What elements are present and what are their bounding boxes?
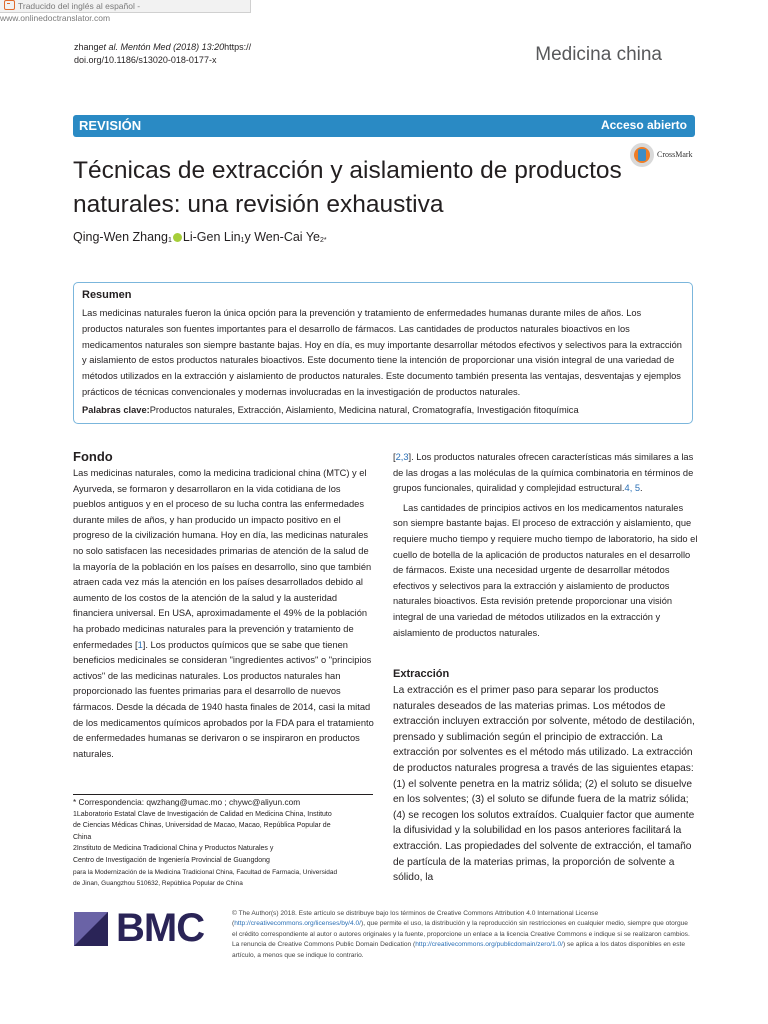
- footnote-divider: [73, 794, 373, 795]
- open-access-label[interactable]: Acceso abierto: [600, 118, 687, 132]
- section-heading-extraccion: Extracción: [393, 668, 450, 680]
- right-paragraph-2: Las cantidades de principios activos en los medicamentos naturales son siempre bastante bajas. El proceso de extracción y aislamiento, que requiere mucho tiempo y requiere mucho tiempo de laboratorio, ha sido el cuello de botella de la aplicación de productos naturales en el desarrollo de fármacos. Existe una necesidad urgente de desarrollar métodos efectivos y selectivos para la extracción y aislamiento de productos naturales bioactivos. Esta revisión pretende proporcionar una visión integral de una variedad de métodos utilizados en la extracción y aislamiento de productos naturales.: [393, 502, 698, 638]
- abstract-heading: Resumen: [82, 289, 132, 301]
- license-text-2: ), que permite el uso, la distribución y la reproducción sin restricciones en cualquier medio, siempre que otorgue el crédito correspondiente al autor o autores originales y la fuente, proporcione un enlace a la licencia Creative Commons e indique si se realizaron cambios. La renuncia de Creative Commons Public Domain Dedication (: [232, 920, 690, 949]
- article-title: Técnicas de extracción y aislamiento de productos naturales: una revisión exhaustiva: [73, 157, 622, 218]
- body-column-left: [73, 466, 375, 762]
- abstract-body: Las medicinas naturales fueron la única opción para la prevención y tratamiento de enfermedades humanas durante miles de años. Los productos naturales son fuentes importantes para el desarrollo de fármacos. Las cantidades de productos naturales bioactivos en los medicamentos naturales son siempre bastante bajas. Hoy en día, es muy importante desarrollar métodos efectivos y selectivos para la extracción y aislamiento de estos productos naturales bioactivos. Este documento tiene la intención de proporcionar una visión integral de una variedad de métodos utilizados en la extracción y aislamiento de productos naturales. Este documento también presenta las ventajas, desventajas y ejemplos prácticos de técnicas convencionales y modernas involucradas en la investigación de productos naturales.: [82, 308, 682, 397]
- author-3-affil: 2*: [319, 237, 327, 244]
- fondo-paragraph-part1: Las medicinas naturales, como la medicina tradicional china (MTC) y el Ayurveda, se formaron y desarrollaron en la vida cotidiana de los pueblos antiguos y en el proceso de su lucha contra las enfermedades durante miles de años, y han producido un impacto positivo en el progreso de la civilización humana. Hoy en día, las medicinas naturales no solo satisfacen las necesidades primarias de atención de la salud de la mayoría de la población en los países en desarrollo, sino que también atraen cada vez más la atención en los países desarrollados debido al aumento de los costos de la atención de la salud y la austeridad financiera universal. En USA, aproximadamente el 49% de la población ha probado medicinas naturales para la prevención y tratamiento de enfermedades [: [73, 468, 372, 650]
- extraccion-paragraph: La extracción es el primer paso para separar los productos naturales deseados de las materias primas. Los métodos de extracción incluyen extracción por solvente, método de destilación, prensado y sublimación según el principio de extracción. La extracción por solventes es el método más utilizado. La extracción de productos naturales progresa a través de las siguientes etapas: (1) el solvente penetra en la matriz sólida; (2) el soluto se disuelve en los solventes; (3) el soluto se difunde fuera de la matriz sólida; (4) se recogen los solutos extraídos. Cualquier factor que aumente la difusividad y la solubilidad en los pasos anteriores facilitará la extracción. Las propiedades del solvente de extracción, el tamaño de partícula de la materias primas, la proporción de solvente a sólido, la: [393, 685, 695, 884]
- author-2[interactable]: Li-Gen Lin: [182, 230, 241, 244]
- cc-zero-link[interactable]: http://creativecommons.org/publicdomain/zero/1.0/: [415, 941, 563, 949]
- citation-authors: zhang: [74, 42, 99, 52]
- affiliation-1-line-1: 1Laboratorio Estatal Clave de Investigación de Calidad en Medicina China, Instituto: [73, 810, 332, 818]
- cc-by-link[interactable]: http://creativecommons.org/licenses/by/4.0/: [234, 920, 362, 928]
- affiliation-2-line-3: para la Modernización de la Medicina Tradicional China, Facultad de Farmacia, Universidad: [73, 868, 338, 876]
- affiliation-2-line-1: 2Instituto de Medicina Tradicional China y Productos Naturales y: [73, 845, 274, 853]
- article-type-label: REVISIÓN: [79, 118, 142, 133]
- fondo-paragraph-part2: ]. Los productos químicos que se sabe que tienen beneficios medicinales se consideran "ingredientes activos" o "principios activos" de las medicinas naturales. Los productos naturales han proporcionado las fuentes primarias para el desarrollo de nuevos fármacos. Desde la década de 1940 hasta finales de 2014, casi la mitad de los medicamentos químicos aprobados por la FDA para el tratamiento de enfermedades humanas se derivaron o se inspiraron en productos naturales.: [73, 639, 374, 759]
- reference-link-2-3[interactable]: 2,3: [395, 452, 409, 462]
- affiliation-2-line-4: de Jinan, Guangzhou 510632, República Popular de China: [73, 880, 243, 888]
- crossmark-label: CrossMark: [657, 150, 693, 159]
- crossmark-icon: [630, 143, 654, 167]
- affiliation-2-line-2: Centro de Investigación de Ingeniería Provincial de Guangdong: [73, 856, 270, 864]
- abstract-box: [73, 282, 693, 424]
- right-paragraph-1-end: .: [640, 483, 643, 494]
- correspondence-note[interactable]: * Correspondencia: qwzhang@umac.mo ; chywc@aliyun.com: [73, 797, 301, 807]
- license-text-3: ) se aplica a los datos disponibles en este artículo, a menos que se indique lo contrario.: [232, 941, 686, 959]
- right-paragraph-1-text: . Los productos naturales ofrecen características más similares a las de las drogas a las moléculas de la química combinatoria en términos de grupos funcionales, quiralidad y complejidad estructural.: [393, 452, 694, 494]
- orcid-icon[interactable]: [173, 233, 182, 242]
- article-type-banner: [73, 115, 695, 137]
- section-heading-fondo: Fondo: [73, 449, 113, 464]
- bmc-logo-mark: [74, 912, 108, 946]
- citation-journal-ref: et al. Mentón Med (2018) 13:20: [98, 42, 225, 52]
- citation-link-1[interactable]: https://: [224, 42, 252, 52]
- bmc-logo: [74, 906, 214, 950]
- author-1-affil: 1: [167, 237, 172, 244]
- keywords-label: Palabras clave:: [82, 404, 150, 415]
- keywords-list: Productos naturales, Extracción, Aislamiento, Medicina natural, Cromatografía, Investigación fitoquímica: [149, 404, 579, 415]
- citation: [74, 41, 251, 67]
- license-text-1: © The Author(s) 2018. Este artículo se distribuye bajo los términos de Creative Commons Attribution 4.0 International License (: [232, 910, 599, 928]
- affiliation-1-line-2: de Ciencias Médicas Chinas, Universidad de Macao, Macao, República Popular de: [73, 822, 331, 830]
- bmc-logo-text: BMC: [116, 906, 205, 950]
- translator-text[interactable]: Traducido del inglés al español - www.onlinedoctranslator.com: [0, 1, 141, 23]
- translator-bar[interactable]: [0, 0, 251, 23]
- translate-icon: [4, 0, 15, 10]
- author-3[interactable]: y Wen-Cai Ye: [244, 230, 320, 244]
- crossmark-badge[interactable]: [630, 143, 710, 167]
- author-1[interactable]: Qing-Wen Zhang: [73, 230, 168, 244]
- author-2-affil: 1: [240, 237, 245, 244]
- keywords: [82, 403, 684, 418]
- body-column-right: [393, 450, 699, 641]
- journal-name: Medicina china: [535, 44, 662, 65]
- right-paragraph-1: [2,3]. Los productos naturales ofrecen características más similares a las de las drogas a las moléculas de la química combinatoria en términos de grupos funcionales, quiralidad y complejidad estructural.4, 5.: [393, 452, 694, 494]
- affiliation-1-line-3: China: [73, 833, 92, 841]
- license-notice: [232, 909, 694, 961]
- reference-link-1[interactable]: 1: [137, 639, 143, 650]
- author-list: [73, 230, 327, 244]
- reference-link-4-5[interactable]: 4, 5: [624, 483, 641, 494]
- citation-doi[interactable]: doi.org/10.1186/s13020-018-0177-x: [74, 55, 217, 65]
- footnotes: [73, 797, 373, 890]
